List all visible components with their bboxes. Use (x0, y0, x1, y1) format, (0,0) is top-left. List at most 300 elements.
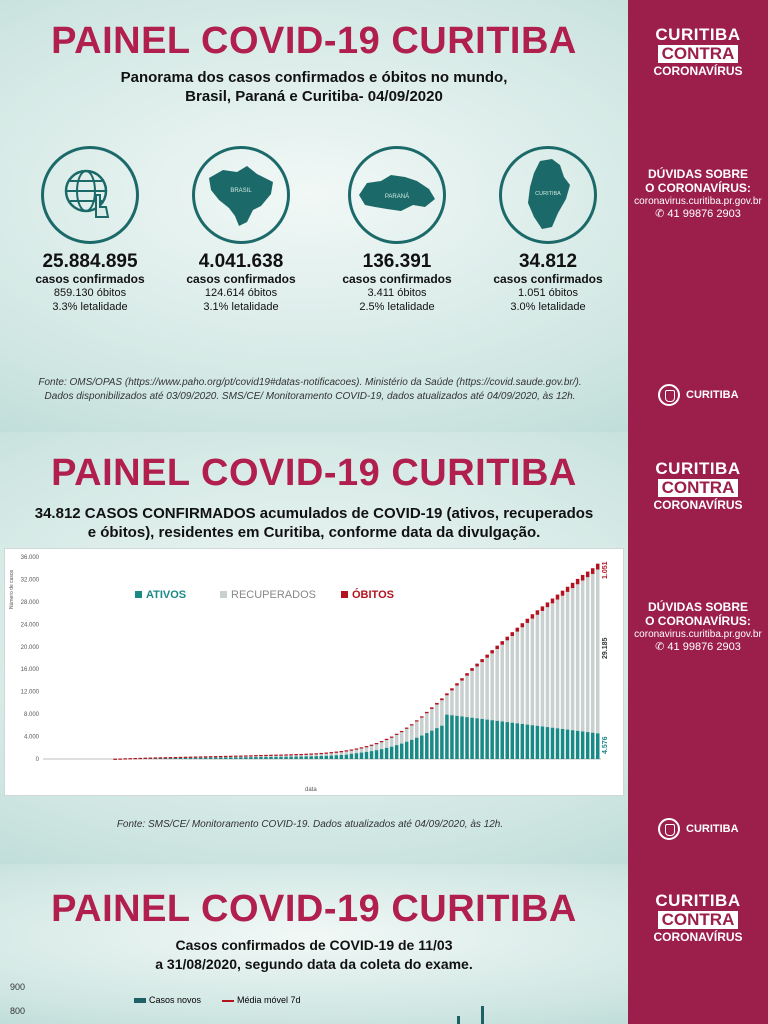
bar-recuperados (465, 676, 469, 717)
bar-recuperados (460, 681, 464, 717)
brand-line: CORONAVÍRUS (653, 64, 743, 78)
help-phone[interactable] (628, 641, 768, 654)
bar-ativos (495, 721, 499, 759)
bar-recuperados (516, 632, 520, 724)
y-tick-label: 28.000 (20, 599, 39, 606)
bar-obitos (194, 757, 198, 758)
bar-recuperados (415, 721, 419, 737)
bar-ativos (395, 745, 399, 759)
stat-parana (322, 146, 472, 314)
bar-ativos (500, 721, 504, 759)
bar-recuperados (380, 742, 384, 750)
phone-number[interactable]: 41 99876 2903 (667, 208, 741, 220)
bar-obitos (274, 755, 278, 756)
bar-ativos (591, 733, 595, 759)
bar-obitos (149, 758, 153, 759)
subtitle-line: Brasil, Paraná e Curitiba- 04/09/2020 (185, 88, 443, 105)
curitiba-deaths: 1.051 óbitos (518, 287, 578, 299)
whatsapp-icon: ✆ (655, 208, 665, 220)
help-title: O CORONAVÍRUS: (645, 181, 751, 195)
bar-ativos (460, 716, 464, 759)
legend-swatch-obitos (341, 591, 348, 598)
bar-ativos (526, 725, 530, 759)
help-title: DÚVIDAS SOBRE (647, 167, 748, 181)
x-axis-label: data (305, 787, 317, 793)
bar-recuperados (576, 584, 580, 731)
bar-recuperados (536, 615, 540, 726)
bar-ativos (596, 733, 600, 759)
bar-ativos (304, 756, 308, 759)
bar-obitos (335, 752, 339, 753)
bar-obitos (405, 728, 409, 729)
subtitle-line: e óbitos), residentes em Curitiba, conforme data da divulgação. (87, 524, 541, 541)
end-label-ativos: 4.576 (602, 736, 609, 754)
bar-ativos (505, 722, 509, 759)
curitiba-cases-label: casos confirmados (493, 272, 603, 286)
bar-ativos (415, 738, 419, 759)
bar-obitos (490, 650, 494, 653)
brand-line: CURITIBA (655, 459, 741, 478)
y-tick-label: 800 (10, 1006, 26, 1016)
bar-obitos (214, 756, 218, 757)
logo-text: CURITIBA (686, 823, 739, 835)
bar-ativos (239, 757, 243, 759)
bar-recuperados (450, 690, 454, 715)
bar-obitos (289, 754, 293, 755)
bar-obitos (475, 664, 479, 667)
bar-ativos (375, 750, 379, 759)
bar-recuperados (425, 713, 429, 733)
bar-ativos (345, 755, 349, 759)
bar-ativos (319, 756, 323, 759)
bar-ativos (485, 720, 489, 759)
bar-ativos (410, 740, 414, 759)
bar-recuperados (395, 735, 399, 746)
brand-line: CONTRA (658, 45, 739, 63)
bar-recuperados (455, 686, 459, 716)
bar-ativos (551, 728, 555, 759)
bar-recuperados (405, 729, 409, 742)
bar-ativos (370, 751, 374, 759)
bar-obitos (164, 757, 168, 758)
bar-recuperados (561, 596, 565, 729)
city-logo (658, 818, 758, 840)
bar-ativos (244, 757, 248, 759)
city-logo (658, 384, 758, 406)
bar-ativos (586, 732, 590, 759)
bar-ativos (335, 755, 339, 759)
bar-obitos (485, 655, 489, 658)
bar-ativos (546, 727, 550, 759)
bar-recuperados (370, 745, 374, 751)
bar-obitos (511, 632, 515, 636)
bar-obitos (259, 755, 263, 756)
bar-ativos (259, 757, 263, 759)
bar-recuperados (505, 640, 509, 722)
sidebar (628, 432, 768, 864)
y-tick-label: 20.000 (20, 644, 39, 651)
help-site-link[interactable]: coronavirus.curitiba.pr.gov.br (634, 196, 762, 207)
bar-obitos (440, 698, 444, 700)
y-tick-label: 24.000 (20, 622, 39, 629)
y-tick-label: 900 (10, 982, 26, 992)
bar-ativos (365, 752, 369, 759)
bar-obitos (596, 564, 600, 570)
bar-obitos (229, 756, 233, 757)
bar-recuperados (556, 600, 560, 729)
subtitle-line: a 31/08/2020, segundo data da coleta do exame. (155, 956, 473, 972)
bar-ativos (400, 744, 404, 759)
brand-line: CONTRA (658, 911, 739, 929)
bar-obitos (531, 614, 535, 618)
bar-obitos (420, 716, 424, 717)
bar-obitos (144, 758, 148, 759)
bar-obitos (340, 751, 344, 752)
bar-obitos (204, 756, 208, 757)
bar-obitos (380, 741, 384, 742)
page-subtitle (0, 504, 628, 542)
bar-ativos (299, 756, 303, 759)
bar-ativos (350, 754, 354, 759)
sidebar (628, 864, 768, 1024)
parana-cases-label: casos confirmados (342, 272, 452, 286)
bar-obitos (224, 756, 228, 757)
bar-obitos (284, 754, 288, 755)
cumulative-chart (4, 548, 624, 796)
legend-ativos: ATIVOS (146, 589, 187, 601)
bar-obitos (556, 595, 560, 600)
bar-obitos (174, 757, 178, 758)
bar-ativos (455, 716, 459, 759)
bar-obitos (269, 755, 273, 756)
bar-ativos (204, 758, 208, 759)
bar-obitos (113, 759, 117, 760)
brand-line: CORONAVÍRUS (653, 930, 743, 944)
bar-recuperados (526, 623, 530, 725)
world-deaths: 859.130 óbitos (53, 287, 127, 299)
bar-ativos (234, 757, 238, 759)
bar-obitos (264, 755, 268, 756)
bar-recuperados (480, 662, 484, 719)
y-tick-label: 32.000 (20, 577, 39, 584)
bar-ativos (380, 749, 384, 759)
bar-recuperados (495, 649, 499, 721)
bar-recuperados (511, 636, 515, 723)
bar-recuperados (445, 695, 449, 714)
chart-legend (341, 589, 394, 601)
bar-ativos (430, 731, 434, 759)
bar-obitos (254, 755, 258, 756)
bar-obitos (299, 754, 303, 755)
bar-ativos (279, 757, 283, 759)
bar-ativos (435, 728, 439, 759)
bar-ativos (390, 747, 394, 759)
campaign-brand (628, 892, 768, 944)
bar-ativos (581, 731, 585, 759)
daily-legend-bar (134, 995, 201, 1005)
parana-map-label: PARANÁ (384, 194, 410, 200)
bar-obitos (350, 749, 354, 750)
bar-recuperados (390, 737, 394, 746)
legend-swatch-ativos (135, 591, 142, 598)
panel-overview (0, 0, 768, 432)
bar-obitos (465, 673, 469, 676)
bar-recuperados (470, 671, 474, 718)
city-seal-icon (658, 384, 680, 406)
bar-ativos (274, 757, 278, 759)
bar-recuperados (546, 607, 550, 727)
legend-swatch-line (222, 1000, 234, 1002)
curitiba-lethality: 3.0% letalidade (510, 301, 586, 313)
bar-recuperados (571, 588, 575, 730)
bar-obitos (249, 755, 253, 756)
bar-obitos (370, 745, 374, 746)
bar-ativos (284, 757, 288, 759)
bar-ativos (179, 758, 183, 759)
city-seal-icon (658, 818, 680, 840)
bar-obitos (591, 568, 595, 574)
bar-obitos (415, 720, 419, 721)
bar-ativos (566, 730, 570, 759)
bar-ativos (209, 758, 213, 759)
bar-obitos (480, 659, 484, 662)
page-title: PAINEL COVID-19 CURITIBA (51, 20, 577, 62)
stat-curitiba (473, 146, 623, 314)
bar-obitos (526, 619, 530, 623)
bar-recuperados (521, 627, 525, 724)
bar-obitos (410, 724, 414, 725)
bar-obitos (179, 757, 183, 758)
bar-obitos (154, 757, 158, 758)
bar-obitos (566, 587, 570, 592)
source-line: Fonte: OMS/OPAS (https://www.paho.org/pt/covid19#datas-notificacoes). Ministério da Saúde (https://covid.saude.gov.br/). (38, 377, 582, 388)
bar-obitos (390, 737, 394, 738)
bar-obitos (139, 758, 143, 759)
bar-obitos (184, 757, 188, 758)
bar-ativos (355, 753, 359, 759)
bar-obitos (330, 752, 334, 753)
bar-recuperados (566, 592, 570, 730)
world-lethality: 3.3% letalidade (52, 301, 128, 313)
bar-ativos (214, 758, 218, 759)
help-box (628, 167, 768, 221)
bar-obitos (445, 693, 449, 695)
chart-legend (135, 589, 186, 601)
bar-obitos (294, 754, 298, 755)
brazil-lethality: 3.1% letalidade (203, 301, 279, 313)
bar-ativos (490, 720, 494, 759)
bar-ativos (450, 715, 454, 759)
bar-obitos (581, 575, 585, 581)
bar-obitos (133, 758, 137, 759)
bar-recuperados (435, 705, 439, 729)
bar-ativos (480, 719, 484, 759)
bar-obitos (435, 703, 439, 705)
legend-line-label: Média móvel 7d (237, 995, 301, 1005)
bar-ativos (314, 756, 318, 759)
bar-recuperados (485, 658, 489, 720)
world-cases-label: casos confirmados (35, 272, 145, 286)
brazil-cases: 4.041.638 (198, 251, 284, 272)
brazil-map-icon (192, 146, 290, 244)
parana-lethality: 2.5% letalidade (359, 301, 435, 313)
campaign-brand (628, 460, 768, 512)
bar-obitos (199, 756, 203, 757)
bar-obitos (505, 637, 509, 641)
daily-legend-line (222, 995, 301, 1005)
bar-ativos (440, 726, 444, 759)
y-tick-label: 0 (35, 757, 39, 763)
legend-bar-label: Casos novos (149, 995, 202, 1005)
bar-obitos (319, 753, 323, 754)
chart-canvas (5, 549, 625, 797)
bar-recuperados (365, 746, 369, 751)
bar-ativos (229, 757, 233, 759)
whatsapp-icon: ✆ (655, 641, 665, 653)
bar-obitos (309, 754, 313, 755)
bar-obitos (314, 753, 318, 754)
y-tick-label: 4.000 (23, 734, 39, 741)
bar-obitos (541, 606, 545, 611)
bar-recuperados (410, 725, 414, 740)
help-phone[interactable] (628, 208, 768, 221)
bar-ativos (405, 742, 409, 759)
bar-recuperados (531, 619, 535, 726)
bar-ativos (309, 756, 313, 759)
bar-ativos (561, 729, 565, 759)
bar-obitos (360, 747, 364, 748)
help-box (628, 600, 768, 654)
bar-ativos (325, 756, 329, 759)
bar-obitos (355, 748, 359, 749)
bar-obitos (169, 757, 173, 758)
bar-recuperados (490, 653, 494, 720)
source-line: Dados disponibilizados até 03/09/2020. SMS/CE/ Monitoramento COVID-19, dados atualizados até 04/09/2020, às 12h. (44, 391, 576, 402)
parana-deaths: 3.411 óbitos (367, 287, 427, 299)
bar-ativos (194, 758, 198, 759)
daily-bar-peek (481, 1006, 484, 1024)
help-title: DÚVIDAS SOBRE (647, 600, 748, 614)
bar-obitos (586, 572, 590, 578)
bar-obitos (470, 668, 474, 671)
subtitle-line: Panorama dos casos confirmados e óbitos no mundo, (120, 69, 508, 86)
bar-ativos (531, 725, 535, 759)
brazil-map-label: BRASIL (230, 188, 252, 194)
bar-ativos (224, 757, 228, 759)
end-label-obitos: 1.051 (602, 561, 609, 579)
bar-ativos (269, 757, 273, 759)
legend-obitos: ÓBITOS (352, 589, 394, 601)
bar-obitos (325, 753, 329, 754)
curitiba-cases: 34.812 (518, 251, 578, 272)
globe-hand-icon (41, 146, 139, 244)
brand-line: CURITIBA (655, 891, 741, 910)
bar-ativos (360, 753, 364, 759)
legend-swatch-recuperados (220, 591, 227, 598)
bar-ativos (521, 724, 525, 759)
page-subtitle (0, 936, 628, 974)
bar-recuperados (551, 603, 555, 727)
bar-obitos (516, 628, 520, 632)
bar-ativos (294, 757, 298, 759)
bar-obitos (304, 754, 308, 755)
bar-obitos (189, 757, 193, 758)
bar-ativos (219, 757, 223, 759)
brazil-cases-label: casos confirmados (186, 272, 296, 286)
bar-obitos (455, 683, 459, 685)
bar-ativos (420, 736, 424, 759)
bar-obitos (536, 610, 540, 614)
bar-obitos (551, 599, 555, 604)
bar-ativos (465, 717, 469, 759)
bar-ativos (199, 758, 203, 759)
bar-ativos (511, 723, 515, 759)
bar-obitos (450, 688, 454, 690)
bar-ativos (254, 757, 258, 759)
bar-recuperados (420, 718, 424, 736)
bar-ativos (576, 731, 580, 759)
bar-recuperados (500, 645, 504, 722)
brand-line: CORONAVÍRUS (653, 498, 743, 512)
bar-ativos (184, 758, 188, 759)
bar-obitos (561, 591, 565, 596)
bar-ativos (249, 757, 253, 759)
subtitle-line: Casos confirmados de COVID-19 de 11/03 (175, 937, 453, 953)
y-tick-label: 12.000 (20, 689, 39, 696)
help-site-link[interactable]: coronavirus.curitiba.pr.gov.br (634, 629, 762, 640)
end-label-recuperados: 29.185 (602, 637, 609, 659)
bar-recuperados (591, 574, 595, 733)
phone-number[interactable]: 41 99876 2903 (667, 641, 741, 653)
bar-ativos (385, 748, 389, 759)
y-tick-label: 16.000 (20, 667, 39, 674)
bar-obitos (395, 734, 399, 735)
bar-obitos (118, 759, 122, 760)
bar-obitos (375, 743, 379, 744)
daily-bar-peek (457, 1016, 460, 1024)
logo-text: CURITIBA (686, 389, 739, 401)
bar-ativos (556, 728, 560, 759)
page-title: PAINEL COVID-19 CURITIBA (51, 888, 577, 930)
bar-ativos (516, 723, 520, 759)
bar-obitos (500, 641, 504, 645)
bar-recuperados (440, 700, 444, 725)
source-note (0, 376, 620, 404)
page-subtitle (0, 68, 628, 106)
bar-obitos (385, 739, 389, 740)
bar-obitos (365, 746, 369, 747)
legend-swatch-bar (134, 998, 146, 1003)
bar-ativos (289, 757, 293, 759)
bar-recuperados (475, 666, 479, 718)
stat-world (15, 146, 165, 314)
brand-line: CURITIBA (655, 25, 741, 44)
bar-ativos (470, 718, 474, 759)
bar-obitos (400, 731, 404, 732)
world-cases: 25.884.895 (42, 251, 138, 272)
brazil-deaths: 124.614 óbitos (204, 287, 278, 299)
chart-legend (220, 589, 316, 601)
bar-obitos (128, 758, 132, 759)
y-axis-label: Número de casos (9, 569, 15, 609)
campaign-brand (628, 26, 768, 78)
bar-obitos (495, 646, 499, 649)
bar-ativos (425, 733, 429, 759)
bar-obitos (123, 758, 127, 759)
bar-obitos (345, 750, 349, 751)
page-title: PAINEL COVID-19 CURITIBA (51, 452, 577, 494)
bar-obitos (430, 707, 434, 709)
